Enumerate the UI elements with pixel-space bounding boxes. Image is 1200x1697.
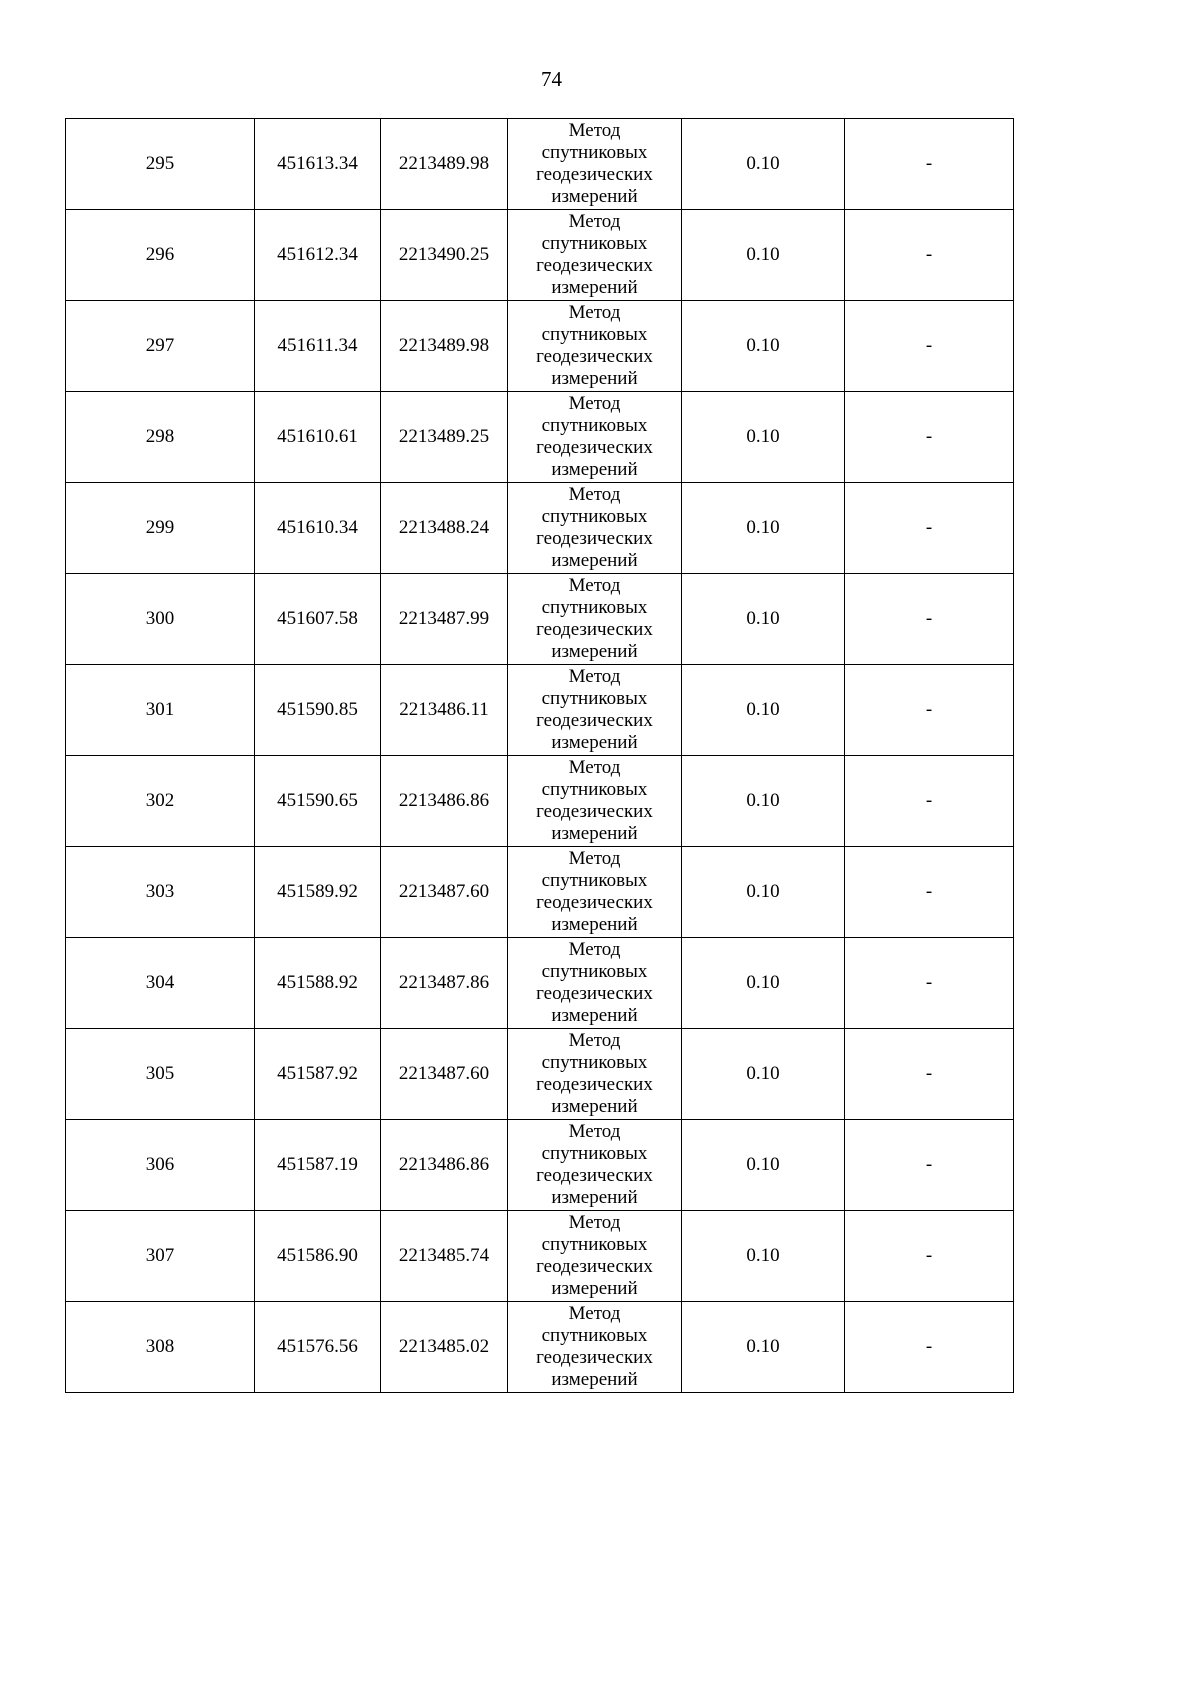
y-coordinate-cell: 2213486.86 — [381, 1120, 508, 1211]
note-cell: - — [845, 392, 1014, 483]
point-number-cell: 303 — [66, 847, 255, 938]
y-coordinate-cell: 2213486.11 — [381, 665, 508, 756]
y-coordinate-cell: 2213489.25 — [381, 392, 508, 483]
accuracy-cell: 0.10 — [682, 1302, 845, 1393]
method-cell — [508, 574, 682, 665]
y-coordinate-cell: 2213486.86 — [381, 756, 508, 847]
method-text-line: измерений — [551, 1369, 638, 1390]
note-cell: - — [845, 301, 1014, 392]
point-number-cell: 308 — [66, 1302, 255, 1393]
y-coordinate-cell: 2213487.99 — [381, 574, 508, 665]
point-number-cell: 296 — [66, 210, 255, 301]
note-cell: - — [845, 756, 1014, 847]
table-row — [66, 574, 1014, 665]
method-text-line: геодезических — [536, 1347, 653, 1368]
note-cell: - — [845, 1120, 1014, 1211]
accuracy-cell: 0.10 — [682, 574, 845, 665]
x-coordinate-cell: 451586.90 — [255, 1211, 381, 1302]
accuracy-cell: 0.10 — [682, 119, 845, 210]
x-coordinate-cell: 451590.85 — [255, 665, 381, 756]
method-text-line: геодезических — [536, 1256, 653, 1277]
x-coordinate-cell: 451607.58 — [255, 574, 381, 665]
method-text-line: измерений — [551, 1187, 638, 1208]
method-text-line: Метод — [568, 484, 621, 505]
x-coordinate-cell: 451587.19 — [255, 1120, 381, 1211]
table-row — [66, 1029, 1014, 1120]
point-number-cell: 299 — [66, 483, 255, 574]
method-text-line: спутниковых — [541, 961, 648, 982]
table-row — [66, 301, 1014, 392]
coordinates-table — [65, 118, 1014, 1393]
point-number-cell: 305 — [66, 1029, 255, 1120]
method-text-line: спутниковых — [541, 688, 648, 709]
accuracy-cell: 0.10 — [682, 847, 845, 938]
method-text-line: измерений — [551, 550, 638, 571]
method-text-line: геодезических — [536, 801, 653, 822]
point-number-cell: 306 — [66, 1120, 255, 1211]
method-text-line: Метод — [568, 1121, 621, 1142]
method-text-line: спутниковых — [541, 1325, 648, 1346]
x-coordinate-cell: 451610.61 — [255, 392, 381, 483]
accuracy-cell: 0.10 — [682, 665, 845, 756]
method-text-line: геодезических — [536, 437, 653, 458]
method-text-line: спутниковых — [541, 506, 648, 527]
point-number-cell: 297 — [66, 301, 255, 392]
method-text-line: Метод — [568, 302, 621, 323]
note-cell: - — [845, 1211, 1014, 1302]
table-row — [66, 1120, 1014, 1211]
y-coordinate-cell: 2213487.60 — [381, 1029, 508, 1120]
note-cell: - — [845, 1029, 1014, 1120]
accuracy-cell: 0.10 — [682, 938, 845, 1029]
note-cell: - — [845, 483, 1014, 574]
method-text-line: геодезических — [536, 710, 653, 731]
point-number-cell: 304 — [66, 938, 255, 1029]
x-coordinate-cell: 451611.34 — [255, 301, 381, 392]
method-text-line: спутниковых — [541, 597, 648, 618]
accuracy-cell: 0.10 — [682, 1211, 845, 1302]
note-cell: - — [845, 665, 1014, 756]
accuracy-cell: 0.10 — [682, 1120, 845, 1211]
table-row — [66, 119, 1014, 210]
y-coordinate-cell: 2213485.74 — [381, 1211, 508, 1302]
method-cell — [508, 665, 682, 756]
x-coordinate-cell: 451610.34 — [255, 483, 381, 574]
method-text-line: геодезических — [536, 619, 653, 640]
method-text-line: спутниковых — [541, 142, 648, 163]
note-cell: - — [845, 210, 1014, 301]
table-row — [66, 665, 1014, 756]
x-coordinate-cell: 451612.34 — [255, 210, 381, 301]
y-coordinate-cell: 2213489.98 — [381, 119, 508, 210]
x-coordinate-cell: 451587.92 — [255, 1029, 381, 1120]
point-number-cell: 307 — [66, 1211, 255, 1302]
table-row — [66, 1211, 1014, 1302]
table-row — [66, 1302, 1014, 1393]
method-cell — [508, 392, 682, 483]
method-text-line: Метод — [568, 1212, 621, 1233]
note-cell: - — [845, 119, 1014, 210]
method-text-line: спутниковых — [541, 1143, 648, 1164]
note-cell: - — [845, 1302, 1014, 1393]
method-text-line: измерений — [551, 1096, 638, 1117]
note-cell: - — [845, 574, 1014, 665]
method-text-line: геодезических — [536, 164, 653, 185]
accuracy-cell: 0.10 — [682, 483, 845, 574]
method-text-line: спутниковых — [541, 233, 648, 254]
x-coordinate-cell: 451590.65 — [255, 756, 381, 847]
point-number-cell: 301 — [66, 665, 255, 756]
table-row — [66, 210, 1014, 301]
table-row — [66, 938, 1014, 1029]
method-cell — [508, 1211, 682, 1302]
note-cell: - — [845, 847, 1014, 938]
method-text-line: Метод — [568, 757, 621, 778]
method-cell — [508, 119, 682, 210]
table-body — [66, 119, 1014, 1393]
method-text-line: измерений — [551, 459, 638, 480]
method-text-line: измерений — [551, 277, 638, 298]
method-text-line: Метод — [568, 1030, 621, 1051]
accuracy-cell: 0.10 — [682, 301, 845, 392]
method-text-line: геодезических — [536, 346, 653, 367]
method-text-line: Метод — [568, 393, 621, 414]
method-text-line: спутниковых — [541, 1052, 648, 1073]
method-text-line: измерений — [551, 732, 638, 753]
method-text-line: геодезических — [536, 892, 653, 913]
method-text-line: Метод — [568, 666, 621, 687]
method-text-line: Метод — [568, 211, 621, 232]
method-cell — [508, 1302, 682, 1393]
accuracy-cell: 0.10 — [682, 210, 845, 301]
table-row — [66, 483, 1014, 574]
method-text-line: геодезических — [536, 1074, 653, 1095]
x-coordinate-cell: 451588.92 — [255, 938, 381, 1029]
method-text-line: спутниковых — [541, 1234, 648, 1255]
y-coordinate-cell: 2213487.60 — [381, 847, 508, 938]
point-number-cell: 302 — [66, 756, 255, 847]
y-coordinate-cell: 2213490.25 — [381, 210, 508, 301]
x-coordinate-cell: 451576.56 — [255, 1302, 381, 1393]
method-cell — [508, 1120, 682, 1211]
method-text-line: измерений — [551, 186, 638, 207]
table-row — [66, 756, 1014, 847]
point-number-cell: 298 — [66, 392, 255, 483]
method-cell — [508, 301, 682, 392]
y-coordinate-cell: 2213485.02 — [381, 1302, 508, 1393]
method-text-line: спутниковых — [541, 870, 648, 891]
method-text-line: геодезических — [536, 1165, 653, 1186]
method-text-line: Метод — [568, 939, 621, 960]
x-coordinate-cell: 451613.34 — [255, 119, 381, 210]
table-row — [66, 392, 1014, 483]
method-text-line: геодезических — [536, 983, 653, 1004]
method-text-line: измерений — [551, 1005, 638, 1026]
note-cell: - — [845, 938, 1014, 1029]
table-row — [66, 847, 1014, 938]
method-cell — [508, 847, 682, 938]
x-coordinate-cell: 451589.92 — [255, 847, 381, 938]
accuracy-cell: 0.10 — [682, 756, 845, 847]
page-number: 74 — [541, 67, 562, 91]
method-cell — [508, 210, 682, 301]
method-text-line: геодезических — [536, 528, 653, 549]
y-coordinate-cell: 2213487.86 — [381, 938, 508, 1029]
method-text-line: Метод — [568, 1303, 621, 1324]
accuracy-cell: 0.10 — [682, 1029, 845, 1120]
method-text-line: спутниковых — [541, 324, 648, 345]
point-number-cell: 295 — [66, 119, 255, 210]
method-text-line: спутниковых — [541, 779, 648, 800]
method-cell — [508, 1029, 682, 1120]
method-text-line: спутниковых — [541, 415, 648, 436]
method-text-line: измерений — [551, 914, 638, 935]
method-text-line: измерений — [551, 641, 638, 662]
method-text-line: геодезических — [536, 255, 653, 276]
method-cell — [508, 756, 682, 847]
accuracy-cell: 0.10 — [682, 392, 845, 483]
y-coordinate-cell: 2213489.98 — [381, 301, 508, 392]
method-text-line: Метод — [568, 575, 621, 596]
method-cell — [508, 938, 682, 1029]
method-text-line: Метод — [568, 848, 621, 869]
method-text-line: Метод — [568, 120, 621, 141]
method-text-line: измерений — [551, 823, 638, 844]
point-number-cell: 300 — [66, 574, 255, 665]
method-text-line: измерений — [551, 1278, 638, 1299]
y-coordinate-cell: 2213488.24 — [381, 483, 508, 574]
method-cell — [508, 483, 682, 574]
method-text-line: измерений — [551, 368, 638, 389]
